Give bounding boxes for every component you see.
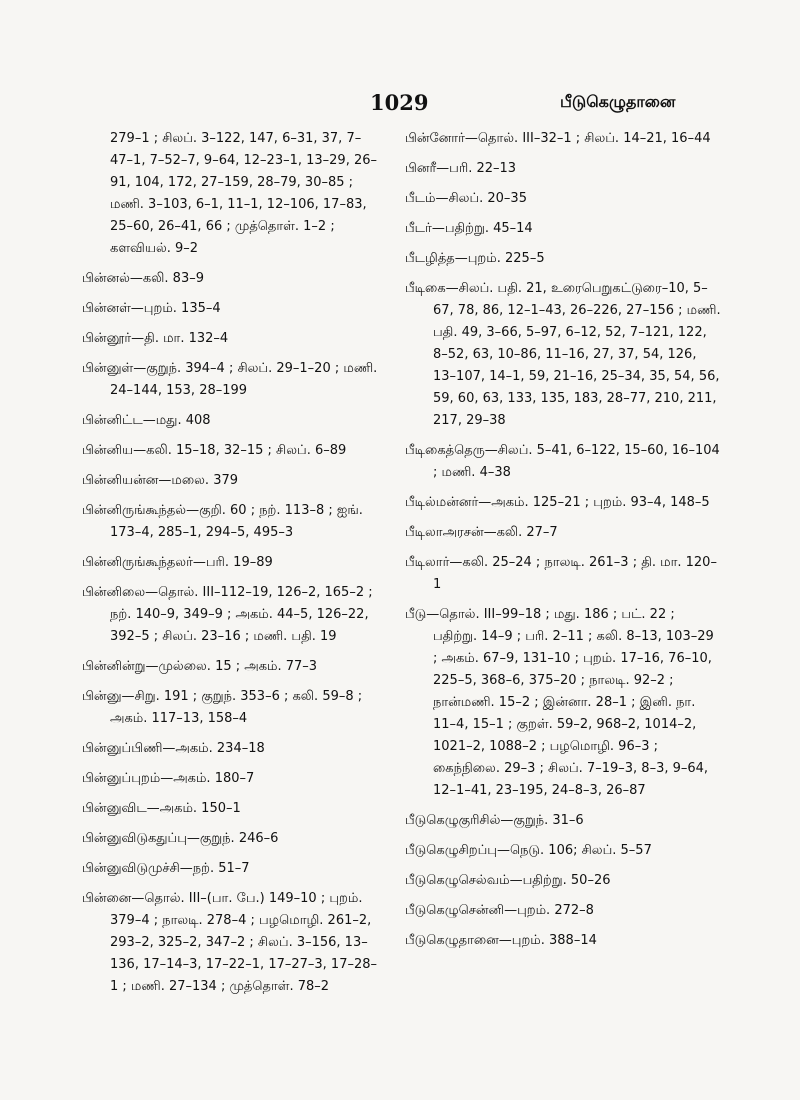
index-entry: பின்னல்—கலி. 83–9 [82, 271, 204, 286]
index-entry: பின்னள்—புறம். 135–4 [82, 301, 221, 316]
index-entry: பின்னிட்ட—மது. 408 [82, 413, 211, 428]
page-number: 1029 [370, 90, 429, 115]
index-entry: பின்னிருங்கூந்தல்—குறி. 60 ; நற். 113–8 ; ஐங். 173–4, 285–1, 294–5, 495–3 [82, 503, 363, 540]
running-head: பீடுகெழுதானை [560, 92, 676, 111]
index-entry: பின்னோர்—தொல். III–32–1 ; சிலப். 14–21, 16–44 [405, 131, 711, 146]
index-entry: பீடிகை—சிலப். பதி. 21, உரைபெறுகட்டுரை–10, 5–67, 78, 86, 12–1–43, 26–226, 27–156 ; மணி. பதி. 49, 3–66, 5–97, 6–12, 52, 7–121, 122, 8–52, 63, 10–86, 11–16, 27, 37, 54, 126, 13–107, 14–1, 59, 21–16, 25–34, 35, 54, 56, 59, 60, 63, 133, 135, 183, 28–77, 210, 211, 217, 29–38 [405, 281, 721, 428]
index-entry: பீடுகெழுசென்னி—புறம். 272–8 [405, 903, 594, 918]
index-entry: பின்னுவிடுகதுப்பு—குறுந். 246–6 [82, 831, 279, 846]
index-entry: பின்னிருங்கூந்தலர்—பரி. 19–89 [82, 555, 273, 570]
index-entry: பீடுகெழுசிறப்பு—நெடு. 106; சிலப். 5–57 [405, 843, 652, 858]
index-entry: பின்னிய—கலி. 15–18, 32–15 ; சிலப். 6–89 [82, 443, 347, 458]
index-entry: பீடிலாஅரசன்—கலி. 27–7 [405, 525, 558, 540]
index-entry: பின்னூர்—தி. மா. 132–4 [82, 331, 229, 346]
page-header [0, 90, 800, 120]
index-entry: பீடுகெழுதானை—புறம். 388–14 [405, 933, 597, 948]
right-column [405, 128, 721, 960]
index-entry: பின்னுள்—குறுந். 394–4 ; சிலப். 29–1–20 ; மணி. 24–144, 153, 28–199 [82, 361, 378, 398]
index-entry: பின்னியன்ன—மலை. 379 [82, 473, 239, 488]
index-entry: பின்னுவிட—அகம். 150–1 [82, 801, 241, 816]
index-entry: பீடில்மன்னர்—அகம். 125–21 ; புறம். 93–4, 148–5 [405, 495, 710, 510]
index-entry: 279–1 ; சிலப். 3–122, 147, 6–31, 37, 7–47–1, 7–52–7, 9–64, 12–23–1, 13–29, 26–91, 104, 172, 27–159, 28–79, 30–85 ; மணி. 3–103, 6–1, 11–1, 12–106, 17–83, 25–60, 26–41, 66 ; முத்தொள். 1–2 ; களவியல். 9–2 [110, 131, 378, 256]
index-entry: பினரீ—பரி. 22–13 [405, 161, 517, 176]
index-entry: பின்னிலை—தொல். III–112–19, 126–2, 165–2 ; நற். 140–9, 349–9 ; அகம். 44–5, 126–22, 392–5 ; சிலப். 23–16 ; மணி. பதி. 19 [82, 585, 373, 644]
index-entry: பின்னை—தொல். III–(பா. பே.) 149–10 ; புறம். 379–4 ; நாலடி. 278–4 ; பழமொழி. 261–2, 293–2, 325–2, 347–2 ; சிலப். 3–156, 13–136, 17–14–3, 17–22–1, 17–27–3, 17–28–1 ; மணி. 27–134 ; முத்தொள். 78–2 [82, 891, 378, 994]
index-entry: பின்னுப்பிணி—அகம். 234–18 [82, 741, 265, 756]
index-entry: பீடிகைத்தெரு—சிலப். 5–41, 6–122, 15–60, 16–104 ; மணி. 4–38 [405, 443, 720, 480]
index-entry: பின்னு—சிறு. 191 ; குறுந். 353–6 ; கலி. 59–8 ; அகம். 117–13, 158–4 [82, 689, 363, 726]
index-entry: பீடிலார்—கலி. 25–24 ; நாலடி. 261–3 ; தி. மா. 120–1 [405, 555, 717, 592]
index-entry: பீடுகெழுகுரிசில்—குறுந். 31–6 [405, 813, 584, 828]
index-entry: பீடம்—சிலப். 20–35 [405, 191, 527, 206]
index-entry: பின்னின்று—முல்லை. 15 ; அகம். 77–3 [82, 659, 318, 674]
index-entry: பின்னுவிடுமுச்சி—நற். 51–7 [82, 861, 250, 876]
left-column [82, 128, 380, 1006]
index-entry: பின்னுப்புறம்—அகம். 180–7 [82, 771, 255, 786]
index-entry: பீடுகெழுசெல்வம்—பதிற்று. 50–26 [405, 873, 611, 888]
index-entry: பீடழித்த—புறம். 225–5 [405, 251, 545, 266]
index-entry: பீடு—தொல். III–99–18 ; மது. 186 ; பட். 22 ; பதிற்று. 14–9 ; பரி. 2–11 ; கலி. 8–13, 103–29 ; அகம். 67–9, 131–10 ; புறம். 17–16, 76–10, 225–5, 368–6, 375–20 ; நாலடி. 92–2 ; நான்மணி. 15–2 ; இன்னா. 28–1 ; இனி. நா. 11–4, 15–1 ; குறள். 59–2, 968–2, 1014–2, 1021–2, 1088–2 ; பழமொழி. 96–3 ; கைந்நிலை. 29–3 ; சிலப். 7–19–3, 8–3, 9–64, 12–1–41, 23–195, 24–8–3, 26–87 [405, 607, 714, 798]
index-entry: பீடர்—பதிற்று. 45–14 [405, 221, 533, 236]
